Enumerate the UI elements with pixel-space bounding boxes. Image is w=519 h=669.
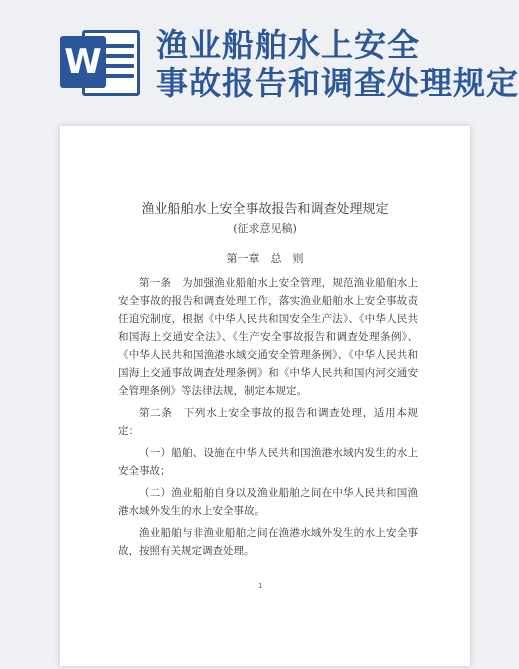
document-banner	[0, 0, 519, 112]
word-icon-letter: W	[60, 36, 106, 88]
paragraph: （二）渔业船舶自身以及渔业船舶之间在中华人民共和国渔港水域外发生的水上安全事故。	[118, 487, 418, 517]
word-icon	[60, 28, 142, 100]
document-title: 渔业船舶水上安全事故报告和调查处理规定	[141, 202, 389, 217]
page-number: 1	[258, 582, 263, 590]
banner-title-line-2: 事故报告和调查处理规定	[156, 64, 519, 102]
paragraph: 第二条 下列水上安全事故的报告和调查处理，适用本规定：	[118, 407, 418, 437]
banner-title-line-1: 渔业船舶水上安全	[156, 26, 421, 64]
chapter-heading: 第一章 总 则	[226, 252, 304, 265]
document-page	[60, 126, 470, 666]
paragraph: （一）船舶、设施在中华人民共和国渔港水域内发生的水上安全事故；	[118, 447, 418, 477]
document-subtitle: (征求意见稿)	[233, 222, 297, 235]
paragraph: 第一条 为加强渔业船舶水上安全管理，规范渔业船舶水上安全事故的报告和调查处理工作，落实渔业船舶水上安全事故责任追究制度，根据《中华人民共和国安全生产法》、《中华人民共和国海上交通安全法》、《生产安全事故报告和调查处理条例》、《中华人民共和国渔港水域交通安全管理条例》、《中华人民共和国海上交通事故调查处理条例》和《中华人民共和国内河交通安全管理条例》等法律法规，制定本规定。	[118, 277, 418, 397]
document-body	[118, 274, 418, 560]
banner-title	[156, 26, 519, 102]
paragraph: 渔业船舶与非渔业船舶之间在渔港水域外发生的水上安全事故，按照有关规定调查处理。	[118, 527, 418, 557]
